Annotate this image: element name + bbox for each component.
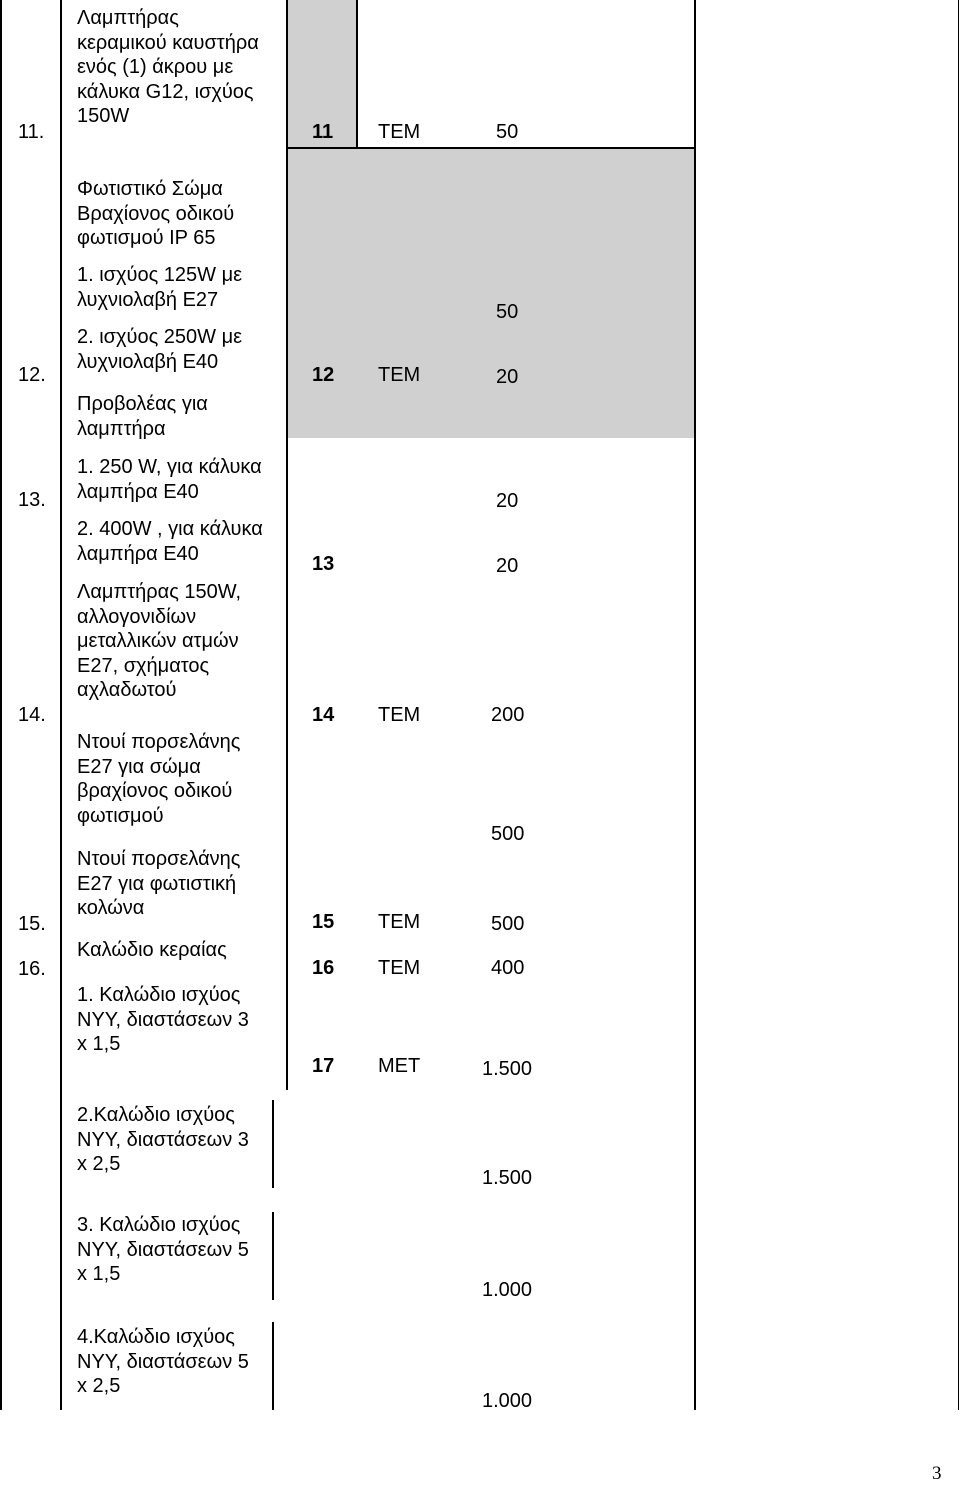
row-quantity: 500 (491, 913, 525, 935)
sub-item: 1. Καλώδιο ισχύος NYY, διαστάσεων 3 x 1,5 (77, 984, 249, 1055)
page-number: 3 (932, 1463, 942, 1484)
sub-item: 2. 400W , για κάλυκα λαμπήρα Ε40 (77, 518, 263, 565)
row-unit: ΤΕΜ (378, 911, 421, 933)
row-number: 14. (18, 704, 46, 726)
row-code: 14 (312, 704, 335, 726)
row-description: Λαμπτήρας κεραμικού καυστήρα ενός (1) άκρου με κάλυκα G12, ισχύος 150W (77, 7, 259, 127)
row-quantity: 50 (496, 121, 519, 143)
row-quantity: 1.000 (482, 1390, 533, 1412)
row-code: 16 (312, 957, 335, 979)
row-number: 16. (18, 958, 46, 980)
row-description: Λαμπτήρας 150W, αλλογονιδίων μεταλλικών ατμών Ε27, σχήματος αχλαδωτού (77, 581, 242, 701)
row-unit: ΤΕΜ (378, 704, 421, 726)
grid-line (0, 0, 2, 1410)
sub-item: 4.Καλώδιο ισχύος NYY, διαστάσεων 5 x 2,5 (77, 1326, 249, 1397)
row-quantity: 500 (491, 823, 525, 845)
row-number: 12. (18, 364, 46, 386)
row-number: 13. (18, 489, 46, 511)
row-quantity: 200 (491, 704, 525, 726)
sub-item: 2. ισχύος 250W με λυχνιολαβή Ε40 (77, 326, 243, 373)
sub-item: Ντουί πορσελάνης Ε27 για φωτιστική κολώνα (77, 848, 241, 919)
row-code: 17 (312, 1055, 335, 1077)
row-quantity: 50 (496, 301, 519, 323)
row-code: 13 (312, 553, 335, 575)
grid-line (287, 147, 695, 149)
grid-line (272, 1322, 274, 1410)
row-number: 15. (18, 913, 46, 935)
grid-line (958, 0, 959, 1410)
row-code: 12 (312, 364, 335, 386)
row-quantity: 400 (491, 957, 525, 979)
row-quantity: 20 (496, 555, 519, 577)
row-description: Φωτιστικό Σώμα Βραχίονος οδικού φωτισμού IP 65 (77, 178, 235, 249)
sub-item: 1. 250 W, για κάλυκα λαμπήρα Ε40 (77, 456, 262, 503)
grid-line (356, 0, 358, 148)
sub-item: 3. Καλώδιο ισχύος NYY, διαστάσεων 5 x 1,5 (77, 1214, 249, 1285)
grid-line (286, 0, 288, 1090)
row-quantity: 1.000 (482, 1279, 533, 1301)
grid-line (60, 0, 62, 1410)
row-unit: ΤΕΜ (378, 957, 421, 979)
sub-item: 2.Καλώδιο ισχύος NYY, διαστάσεων 3 x 2,5 (77, 1104, 249, 1175)
row-description: Ντουί πορσελάνης Ε27 για σώμα βραχίονος οδικού φωτισμού (77, 731, 241, 827)
row-description: Προβολέας για λαμπτήρα (77, 393, 208, 440)
row-quantity: 20 (496, 490, 519, 512)
row-unit: ΤΕΜ (378, 121, 421, 143)
row-quantity: 20 (496, 366, 519, 388)
grid-line (272, 1100, 274, 1188)
shaded-cell (287, 148, 695, 438)
sub-item: 1. ισχύος 125W με λυχνιολαβή Ε27 (77, 264, 243, 311)
row-unit: ΤΕΜ (378, 364, 421, 386)
row-number: 11. (18, 121, 45, 143)
grid-line (272, 1212, 274, 1300)
row-description: Καλώδιο κεραίας (77, 939, 227, 961)
row-unit: ΜΕΤ (378, 1055, 421, 1077)
row-quantity: 1.500 (482, 1058, 533, 1080)
row-quantity: 1.500 (482, 1167, 533, 1189)
row-code: 11 (312, 121, 334, 143)
row-code: 15 (312, 911, 335, 933)
grid-line (694, 0, 696, 1410)
